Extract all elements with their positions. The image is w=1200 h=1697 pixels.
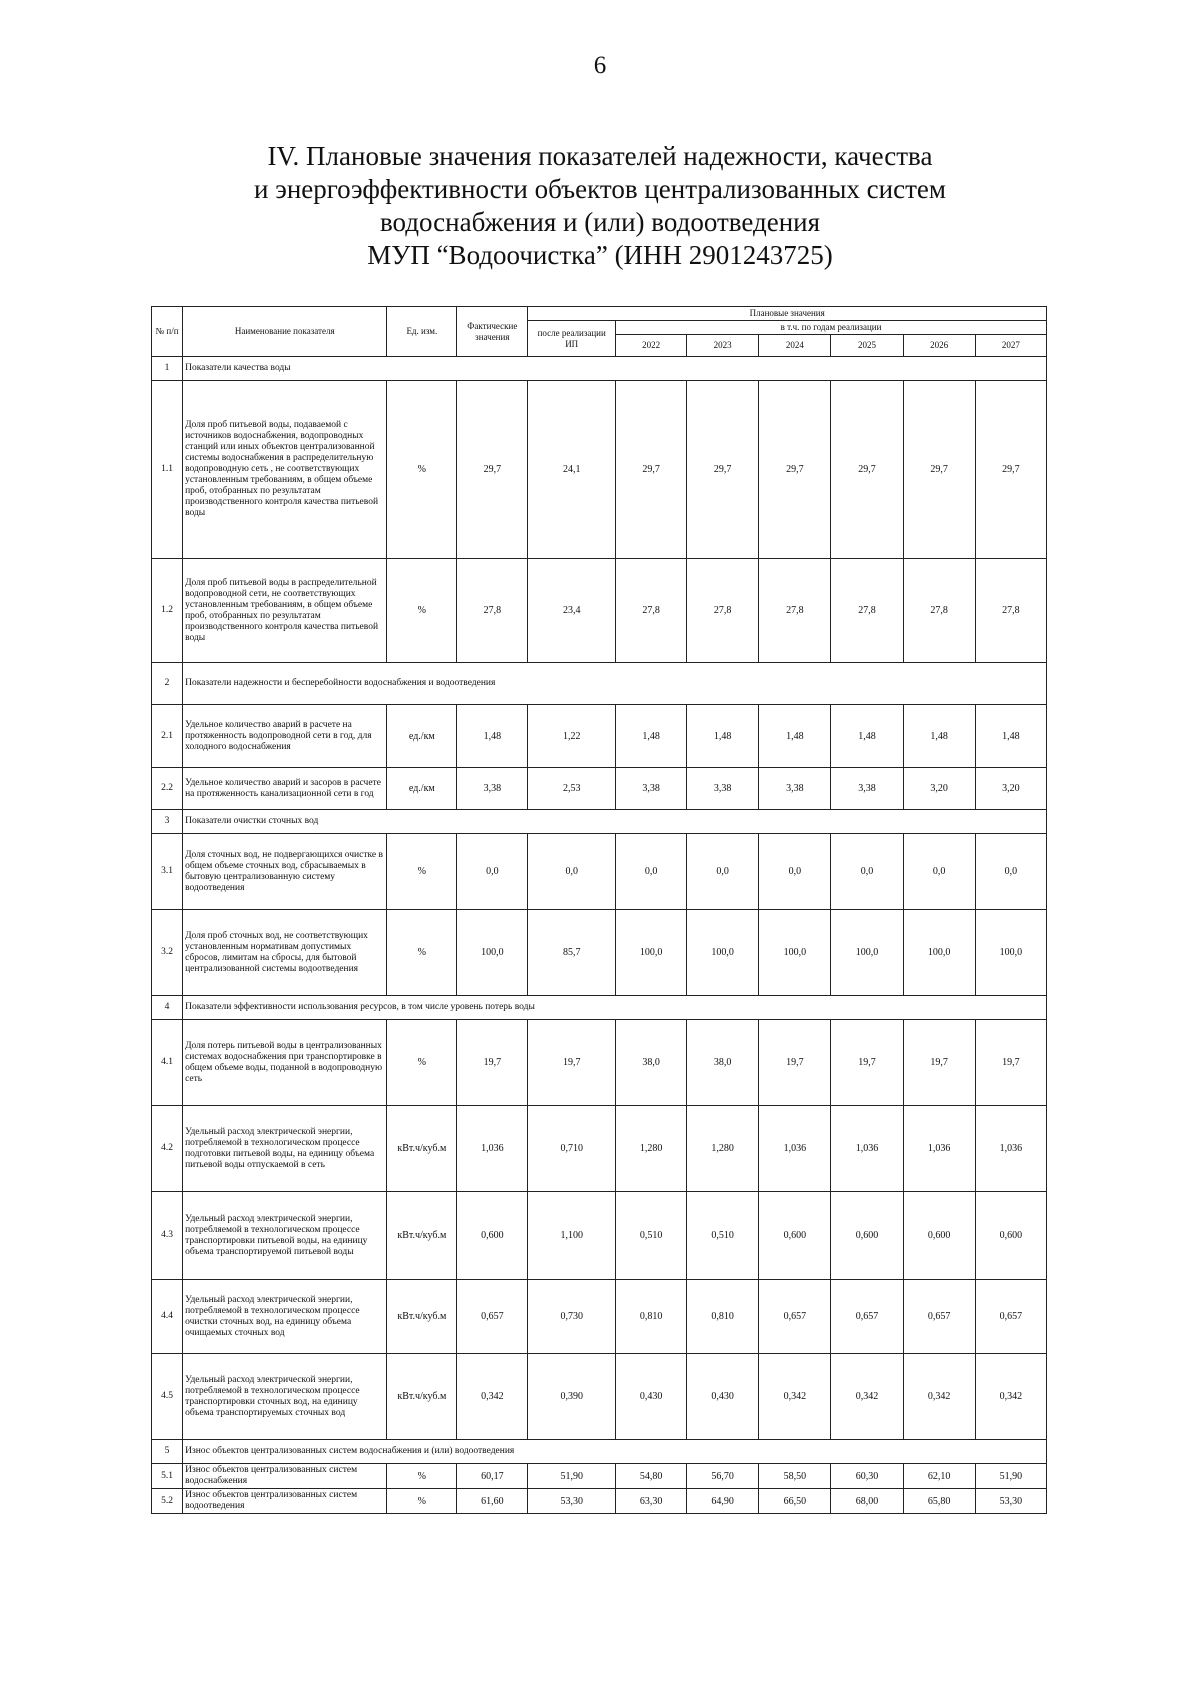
- year-value: 3,38: [831, 768, 903, 810]
- year-value: 100,0: [687, 910, 759, 996]
- year-value: 100,0: [831, 910, 903, 996]
- year-value: 29,7: [975, 381, 1046, 559]
- year-value: 29,7: [903, 381, 975, 559]
- unit-cell: ед./км: [387, 768, 457, 810]
- year-value: 0,342: [831, 1354, 903, 1440]
- year-value: 0,657: [903, 1280, 975, 1354]
- year-value: 29,7: [687, 381, 759, 559]
- table-row: [152, 1489, 1047, 1514]
- year-value: 0,430: [687, 1354, 759, 1440]
- actual-value: 1,48: [457, 705, 528, 768]
- header-year: 2026: [903, 335, 975, 357]
- year-value: 58,50: [759, 1464, 831, 1489]
- actual-value: 61,60: [457, 1489, 528, 1514]
- section-title: Показатели качества воды: [183, 357, 1047, 381]
- actual-value: 29,7: [457, 381, 528, 559]
- indicator-name: Удельное количество аварий и засоров в расчете на протяженность канализационной сети в год: [183, 768, 387, 810]
- header-no: № п/п: [152, 307, 183, 357]
- year-value: 3,38: [616, 768, 687, 810]
- year-value: 19,7: [903, 1020, 975, 1106]
- year-value: 0,657: [831, 1280, 903, 1354]
- year-value: 0,0: [975, 834, 1046, 910]
- year-value: 1,280: [616, 1106, 687, 1192]
- section-row: [152, 810, 1047, 834]
- unit-cell: %: [387, 910, 457, 996]
- unit-cell: %: [387, 1464, 457, 1489]
- section-number: 3: [152, 810, 183, 834]
- year-value: 27,8: [975, 559, 1046, 663]
- section-number: 4: [152, 996, 183, 1020]
- year-value: 19,7: [975, 1020, 1046, 1106]
- actual-value: 100,0: [457, 910, 528, 996]
- table-row: [152, 1354, 1047, 1440]
- actual-value: 0,600: [457, 1192, 528, 1280]
- year-value: 1,48: [975, 705, 1046, 768]
- year-value: 3,38: [759, 768, 831, 810]
- table-row: [152, 1020, 1047, 1106]
- actual-value: 1,036: [457, 1106, 528, 1192]
- actual-value: 60,17: [457, 1464, 528, 1489]
- year-value: 0,657: [759, 1280, 831, 1354]
- year-value: 1,48: [616, 705, 687, 768]
- year-value: 60,30: [831, 1464, 903, 1489]
- section-number: 2: [152, 663, 183, 705]
- after-ip-value: 0,0: [528, 834, 616, 910]
- section-row: [152, 1440, 1047, 1464]
- header-actual: Фактические значения: [457, 307, 528, 357]
- year-value: 0,430: [616, 1354, 687, 1440]
- indicator-name: Доля сточных вод, не подвергающихся очистке в общем объеме сточных вод, сбрасываемых в бытовую централизованную систему водоотведения: [183, 834, 387, 910]
- year-value: 0,342: [759, 1354, 831, 1440]
- table-row: [152, 1192, 1047, 1280]
- actual-value: 0,342: [457, 1354, 528, 1440]
- indicator-name: Доля проб питьевой воды, подаваемой с источников водоснабжения, водопроводных станций или иных объектов централизованной системы водоснабжения в распределительную водопроводную сеть , не соответствующих установленным требованиям, в общем объеме проб, отобранных по результатам производственного контроля качества питьевой воды: [183, 381, 387, 559]
- unit-cell: %: [387, 1489, 457, 1514]
- year-value: 0,342: [975, 1354, 1046, 1440]
- year-value: 100,0: [975, 910, 1046, 996]
- indicator-name: Удельное количество аварий в расчете на протяженность водопроводной сети в год, для холодного водоснабжения: [183, 705, 387, 768]
- year-value: 0,0: [831, 834, 903, 910]
- indicator-name: Доля проб сточных вод, не соответствующих установленным нормативам допустимых сбросов, лимитам на сбросы, для бытовой централизованной системы водоотведения: [183, 910, 387, 996]
- year-value: 66,50: [759, 1489, 831, 1514]
- year-value: 65,80: [903, 1489, 975, 1514]
- indicator-name: Доля проб питьевой воды в распределительной водопроводной сети, не соответствующих установленным требованиям, в общем объеме проб, отобранных по результатам производственного контроля качества питьевой воды: [183, 559, 387, 663]
- table-row: [152, 768, 1047, 810]
- after-ip-value: 0,710: [528, 1106, 616, 1192]
- row-number: 4.5: [152, 1354, 183, 1440]
- table-row: [152, 1106, 1047, 1192]
- unit-cell: %: [387, 1020, 457, 1106]
- after-ip-value: 0,730: [528, 1280, 616, 1354]
- year-value: 0,810: [616, 1280, 687, 1354]
- after-ip-value: 24,1: [528, 381, 616, 559]
- unit-cell: кВт.ч/куб.м: [387, 1354, 457, 1440]
- unit-cell: %: [387, 559, 457, 663]
- header-year: 2027: [975, 335, 1046, 357]
- header-year: 2024: [759, 335, 831, 357]
- row-number: 5.2: [152, 1489, 183, 1514]
- row-number: 4.1: [152, 1020, 183, 1106]
- table-row: [152, 559, 1047, 663]
- after-ip-value: 85,7: [528, 910, 616, 996]
- actual-value: 27,8: [457, 559, 528, 663]
- header-after: после реализации ИП: [528, 321, 616, 357]
- table-row: [152, 1464, 1047, 1489]
- row-number: 3.1: [152, 834, 183, 910]
- year-value: 29,7: [616, 381, 687, 559]
- year-value: 27,8: [616, 559, 687, 663]
- after-ip-value: 19,7: [528, 1020, 616, 1106]
- after-ip-value: 23,4: [528, 559, 616, 663]
- year-value: 0,600: [975, 1192, 1046, 1280]
- section-number: 5: [152, 1440, 183, 1464]
- year-value: 0,600: [759, 1192, 831, 1280]
- section-title: Показатели очистки сточных вод: [183, 810, 1047, 834]
- table-row: [152, 1280, 1047, 1354]
- after-ip-value: 0,390: [528, 1354, 616, 1440]
- year-value: 1,48: [831, 705, 903, 768]
- year-value: 1,036: [759, 1106, 831, 1192]
- section-title: Износ объектов централизованных систем водоснабжения и (или) водоотведения: [183, 1440, 1047, 1464]
- year-value: 100,0: [759, 910, 831, 996]
- year-value: 29,7: [759, 381, 831, 559]
- header-year: 2023: [687, 335, 759, 357]
- header-planned: Плановые значения: [528, 307, 1047, 321]
- year-value: 100,0: [903, 910, 975, 996]
- actual-value: 3,38: [457, 768, 528, 810]
- header-by-years: в т.ч. по годам реализации: [616, 321, 1047, 335]
- year-value: 100,0: [616, 910, 687, 996]
- indicator-name: Доля потерь питьевой воды в централизованных системах водоснабжения при транспортировке в общем объеме воды, поданной в водопроводную сеть: [183, 1020, 387, 1106]
- indicator-name: Удельный расход электрической энергии, потребляемой в технологическом процессе транспортировки питьевой воды, на единицу объема транспортируемой питьевой воды: [183, 1192, 387, 1280]
- year-value: 0,342: [903, 1354, 975, 1440]
- actual-value: 0,0: [457, 834, 528, 910]
- year-value: 63,30: [616, 1489, 687, 1514]
- title-line-4: МУП “Водоочистка” (ИНН 2901243725): [367, 240, 833, 270]
- after-ip-value: 2,53: [528, 768, 616, 810]
- page-number: 6: [593, 52, 607, 79]
- table-row: [152, 705, 1047, 768]
- table-row: [152, 834, 1047, 910]
- year-value: 19,7: [759, 1020, 831, 1106]
- year-value: 56,70: [687, 1464, 759, 1489]
- year-value: 3,38: [687, 768, 759, 810]
- year-value: 54,80: [616, 1464, 687, 1489]
- year-value: 62,10: [903, 1464, 975, 1489]
- section-title: Показатели эффективности использования ресурсов, в том числе уровень потерь воды: [183, 996, 1047, 1020]
- header-year: 2022: [616, 335, 687, 357]
- row-number: 2.1: [152, 705, 183, 768]
- year-value: 53,30: [975, 1489, 1046, 1514]
- page-title: [160, 140, 1040, 272]
- section-row: [152, 996, 1047, 1020]
- section-number: 1: [152, 357, 183, 381]
- year-value: 1,48: [759, 705, 831, 768]
- year-value: 38,0: [687, 1020, 759, 1106]
- indicators-table: [151, 306, 1047, 1514]
- row-number: 1.2: [152, 559, 183, 663]
- row-number: 2.2: [152, 768, 183, 810]
- indicator-name: Удельный расход электрической энергии, потребляемой в технологическом процессе очистки сточных вод, на единицу объема очищаемых сточных вод: [183, 1280, 387, 1354]
- section-title: Показатели надежности и бесперебойности водоснабжения и водоотведения: [183, 663, 1047, 705]
- section-row: [152, 663, 1047, 705]
- unit-cell: кВт.ч/куб.м: [387, 1106, 457, 1192]
- section-row: [152, 357, 1047, 381]
- year-value: 0,810: [687, 1280, 759, 1354]
- year-value: 27,8: [759, 559, 831, 663]
- year-value: 0,0: [759, 834, 831, 910]
- year-value: 3,20: [975, 768, 1046, 810]
- year-value: 0,0: [687, 834, 759, 910]
- header-unit: Ед. изм.: [387, 307, 457, 357]
- year-value: 3,20: [903, 768, 975, 810]
- year-value: 0,657: [975, 1280, 1046, 1354]
- header-name: Наименование показателя: [183, 307, 387, 357]
- table-row: [152, 381, 1047, 559]
- year-value: 51,90: [975, 1464, 1046, 1489]
- year-value: 19,7: [831, 1020, 903, 1106]
- unit-cell: %: [387, 381, 457, 559]
- year-value: 64,90: [687, 1489, 759, 1514]
- year-value: 0,510: [687, 1192, 759, 1280]
- unit-cell: кВт.ч/куб.м: [387, 1192, 457, 1280]
- year-value: 0,510: [616, 1192, 687, 1280]
- indicator-name: Износ объектов централизованных систем водоотведения: [183, 1489, 387, 1514]
- row-number: 1.1: [152, 381, 183, 559]
- title-line-3: водоснабжения и (или) водоотведения: [379, 207, 821, 237]
- table-row: [152, 910, 1047, 996]
- year-value: 0,0: [616, 834, 687, 910]
- year-value: 1,036: [903, 1106, 975, 1192]
- year-value: 27,8: [687, 559, 759, 663]
- unit-cell: ед./км: [387, 705, 457, 768]
- row-number: 4.2: [152, 1106, 183, 1192]
- year-value: 1,280: [687, 1106, 759, 1192]
- year-value: 0,0: [903, 834, 975, 910]
- year-value: 38,0: [616, 1020, 687, 1106]
- indicator-name: Износ объектов централизованных систем водоснабжения: [183, 1464, 387, 1489]
- after-ip-value: 53,30: [528, 1489, 616, 1514]
- title-line-1: IV. Плановые значения показателей надежности, качества: [267, 141, 933, 171]
- actual-value: 19,7: [457, 1020, 528, 1106]
- indicator-name: Удельный расход электрической энергии, потребляемой в технологическом процессе подготовки питьевой воды, на единицу объема питьевой воды отпускаемой в сеть: [183, 1106, 387, 1192]
- year-value: 0,600: [831, 1192, 903, 1280]
- actual-value: 0,657: [457, 1280, 528, 1354]
- year-value: 1,48: [687, 705, 759, 768]
- row-number: 4.3: [152, 1192, 183, 1280]
- year-value: 27,8: [831, 559, 903, 663]
- after-ip-value: 1,100: [528, 1192, 616, 1280]
- row-number: 4.4: [152, 1280, 183, 1354]
- year-value: 29,7: [831, 381, 903, 559]
- unit-cell: %: [387, 834, 457, 910]
- year-value: 1,036: [975, 1106, 1046, 1192]
- year-value: 27,8: [903, 559, 975, 663]
- year-value: 1,48: [903, 705, 975, 768]
- unit-cell: кВт.ч/куб.м: [387, 1280, 457, 1354]
- indicator-name: Удельный расход электрической энергии, потребляемой в технологическом процессе транспортировки сточных вод, на единицу объема транспортируемых сточных вод: [183, 1354, 387, 1440]
- header-year: 2025: [831, 335, 903, 357]
- year-value: 68,00: [831, 1489, 903, 1514]
- after-ip-value: 1,22: [528, 705, 616, 768]
- year-value: 1,036: [831, 1106, 903, 1192]
- after-ip-value: 51,90: [528, 1464, 616, 1489]
- year-value: 0,600: [903, 1192, 975, 1280]
- title-line-2: и энергоэффективности объектов централизованных систем: [254, 174, 946, 204]
- row-number: 5.1: [152, 1464, 183, 1489]
- row-number: 3.2: [152, 910, 183, 996]
